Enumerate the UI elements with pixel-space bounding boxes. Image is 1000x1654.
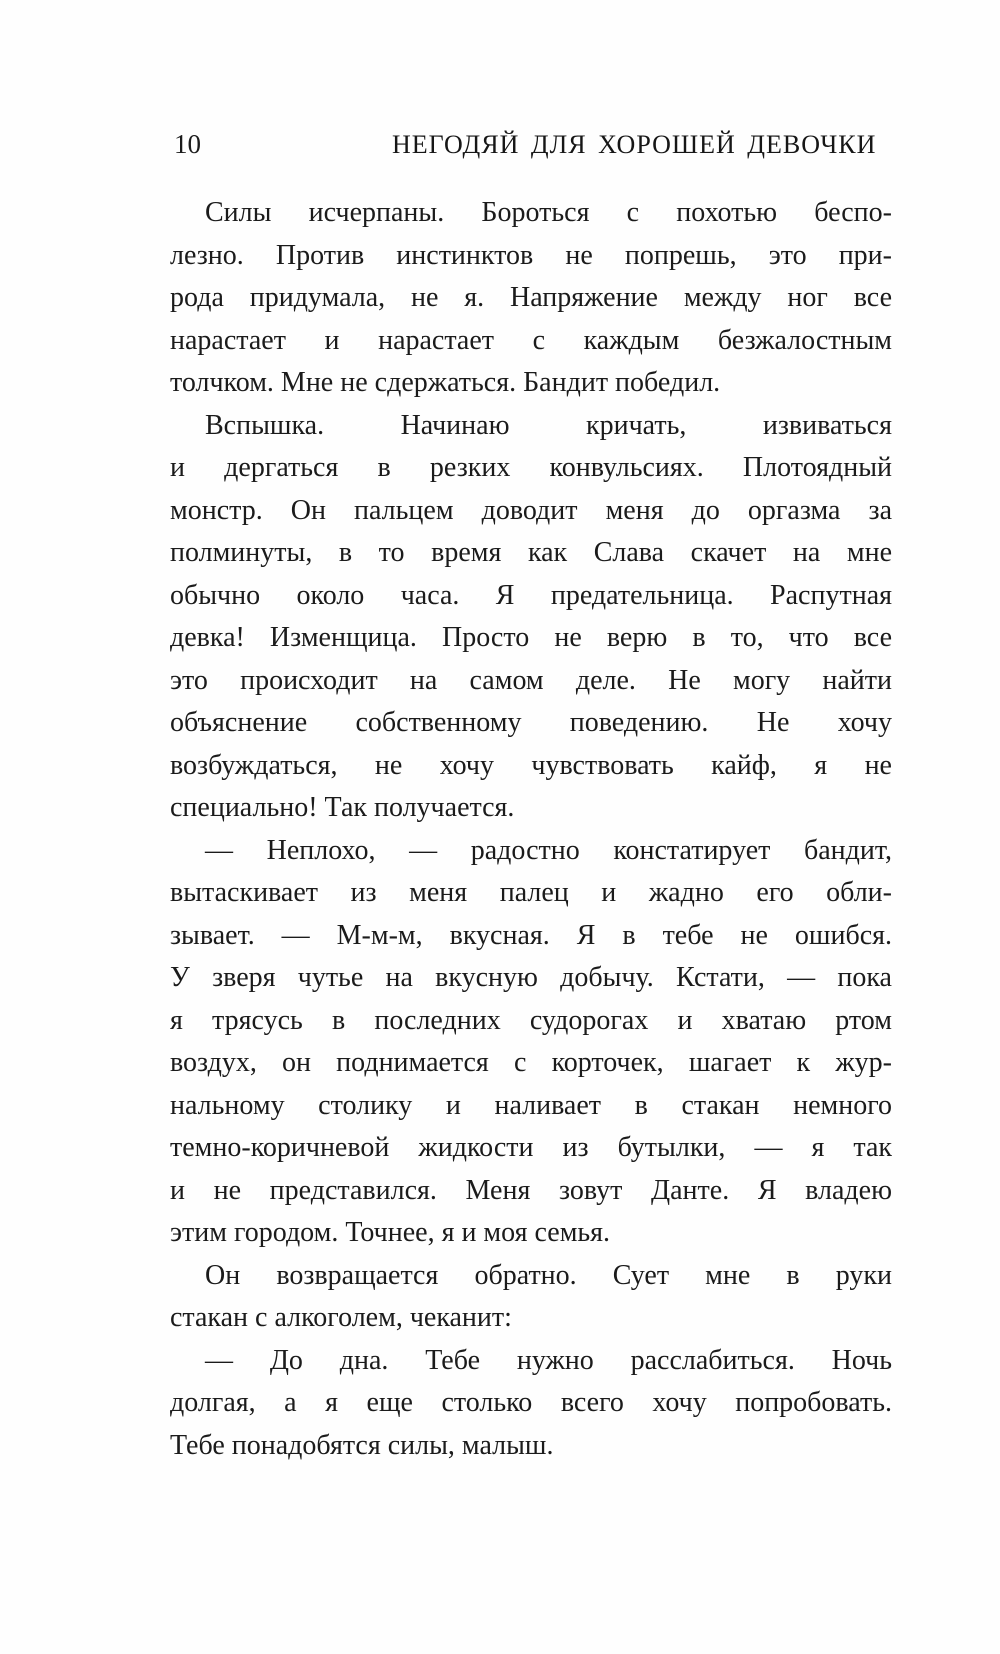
paragraph <box>170 1340 892 1468</box>
text-line: Он возвращается обратно. Сует мне в руки <box>205 1259 892 1291</box>
text-line: нальному столику и наливает в стакан немного <box>170 1089 892 1121</box>
text-line: специально! Так получается. <box>170 792 515 823</box>
paragraph <box>170 830 892 1255</box>
text-line: долгая, а я еще столько всего хочу попробовать. <box>170 1387 892 1418</box>
page-number: 10 <box>174 129 201 159</box>
text-line: объяснение собственному поведению. Не хочу <box>170 707 892 738</box>
text-line: — До дна. Тебе нужно расслабиться. Ночь <box>205 1344 892 1376</box>
text-line: зывает. — М-м-м, вкусная. Я в тебе не ошибся. <box>170 919 892 951</box>
text-line: — Неплохо, — радостно констатирует бандит, <box>205 834 892 866</box>
text-line: этим городом. Точнее, я и моя семья. <box>170 1217 611 1248</box>
running-title: НЕГОДЯЙ ДЛЯ ХОРОШЕЙ ДЕВОЧКИ <box>392 130 877 159</box>
body-text <box>170 192 892 1467</box>
text-line: Вспышка. Начинаю кричать, извиваться <box>205 409 892 441</box>
text-line: У зверя чутье на вкусную добычу. Кстати, — пока <box>170 962 892 993</box>
text-line: Силы исчерпаны. Бороться с похотью беспо- <box>205 197 892 228</box>
text-line: это происходит на самом деле. Не могу найти <box>170 664 892 696</box>
text-line: темно-коричневой жидкости из бутылки, — я так <box>170 1132 892 1163</box>
paragraph <box>170 405 892 830</box>
text-line: девка! Изменщица. Просто не верю в то, что все <box>170 622 892 653</box>
text-line: обычно около часа. Я предательница. Распутная <box>170 579 892 611</box>
text-line: я трясусь в последних судорогах и хватаю ртом <box>170 1004 892 1036</box>
paragraph <box>170 1255 892 1340</box>
text-line: и дергаться в резких конвульсиях. Плотоядный <box>170 452 892 483</box>
text-line: стакан с алкоголем, чеканит: <box>170 1302 512 1333</box>
text-line: нарастает и нарастает с каждым безжалостным <box>170 324 892 356</box>
text-line: лезно. Против инстинктов не попрешь, это при- <box>170 239 892 271</box>
text-line: возбуждаться, не хочу чувствовать кайф, я не <box>170 749 892 781</box>
text-line: толчком. Мне не сдержаться. Бандит победил. <box>170 367 721 398</box>
text-line: рода придумала, не я. Напряжение между ног все <box>170 282 892 313</box>
text-line: вытаскивает из меня палец и жадно его обли- <box>170 877 892 908</box>
text-line: и не представился. Меня зовут Данте. Я владею <box>170 1174 892 1206</box>
text-line: воздух, он поднимается с корточек, шагает к жур- <box>170 1047 892 1078</box>
text-line: полминуты, в то время как Слава скачет на мне <box>170 537 892 568</box>
paragraph <box>170 192 892 405</box>
text-line: монстр. Он пальцем доводит меня до оргазма за <box>170 494 892 526</box>
text-line: Тебе понадобятся силы, малыш. <box>170 1429 554 1461</box>
